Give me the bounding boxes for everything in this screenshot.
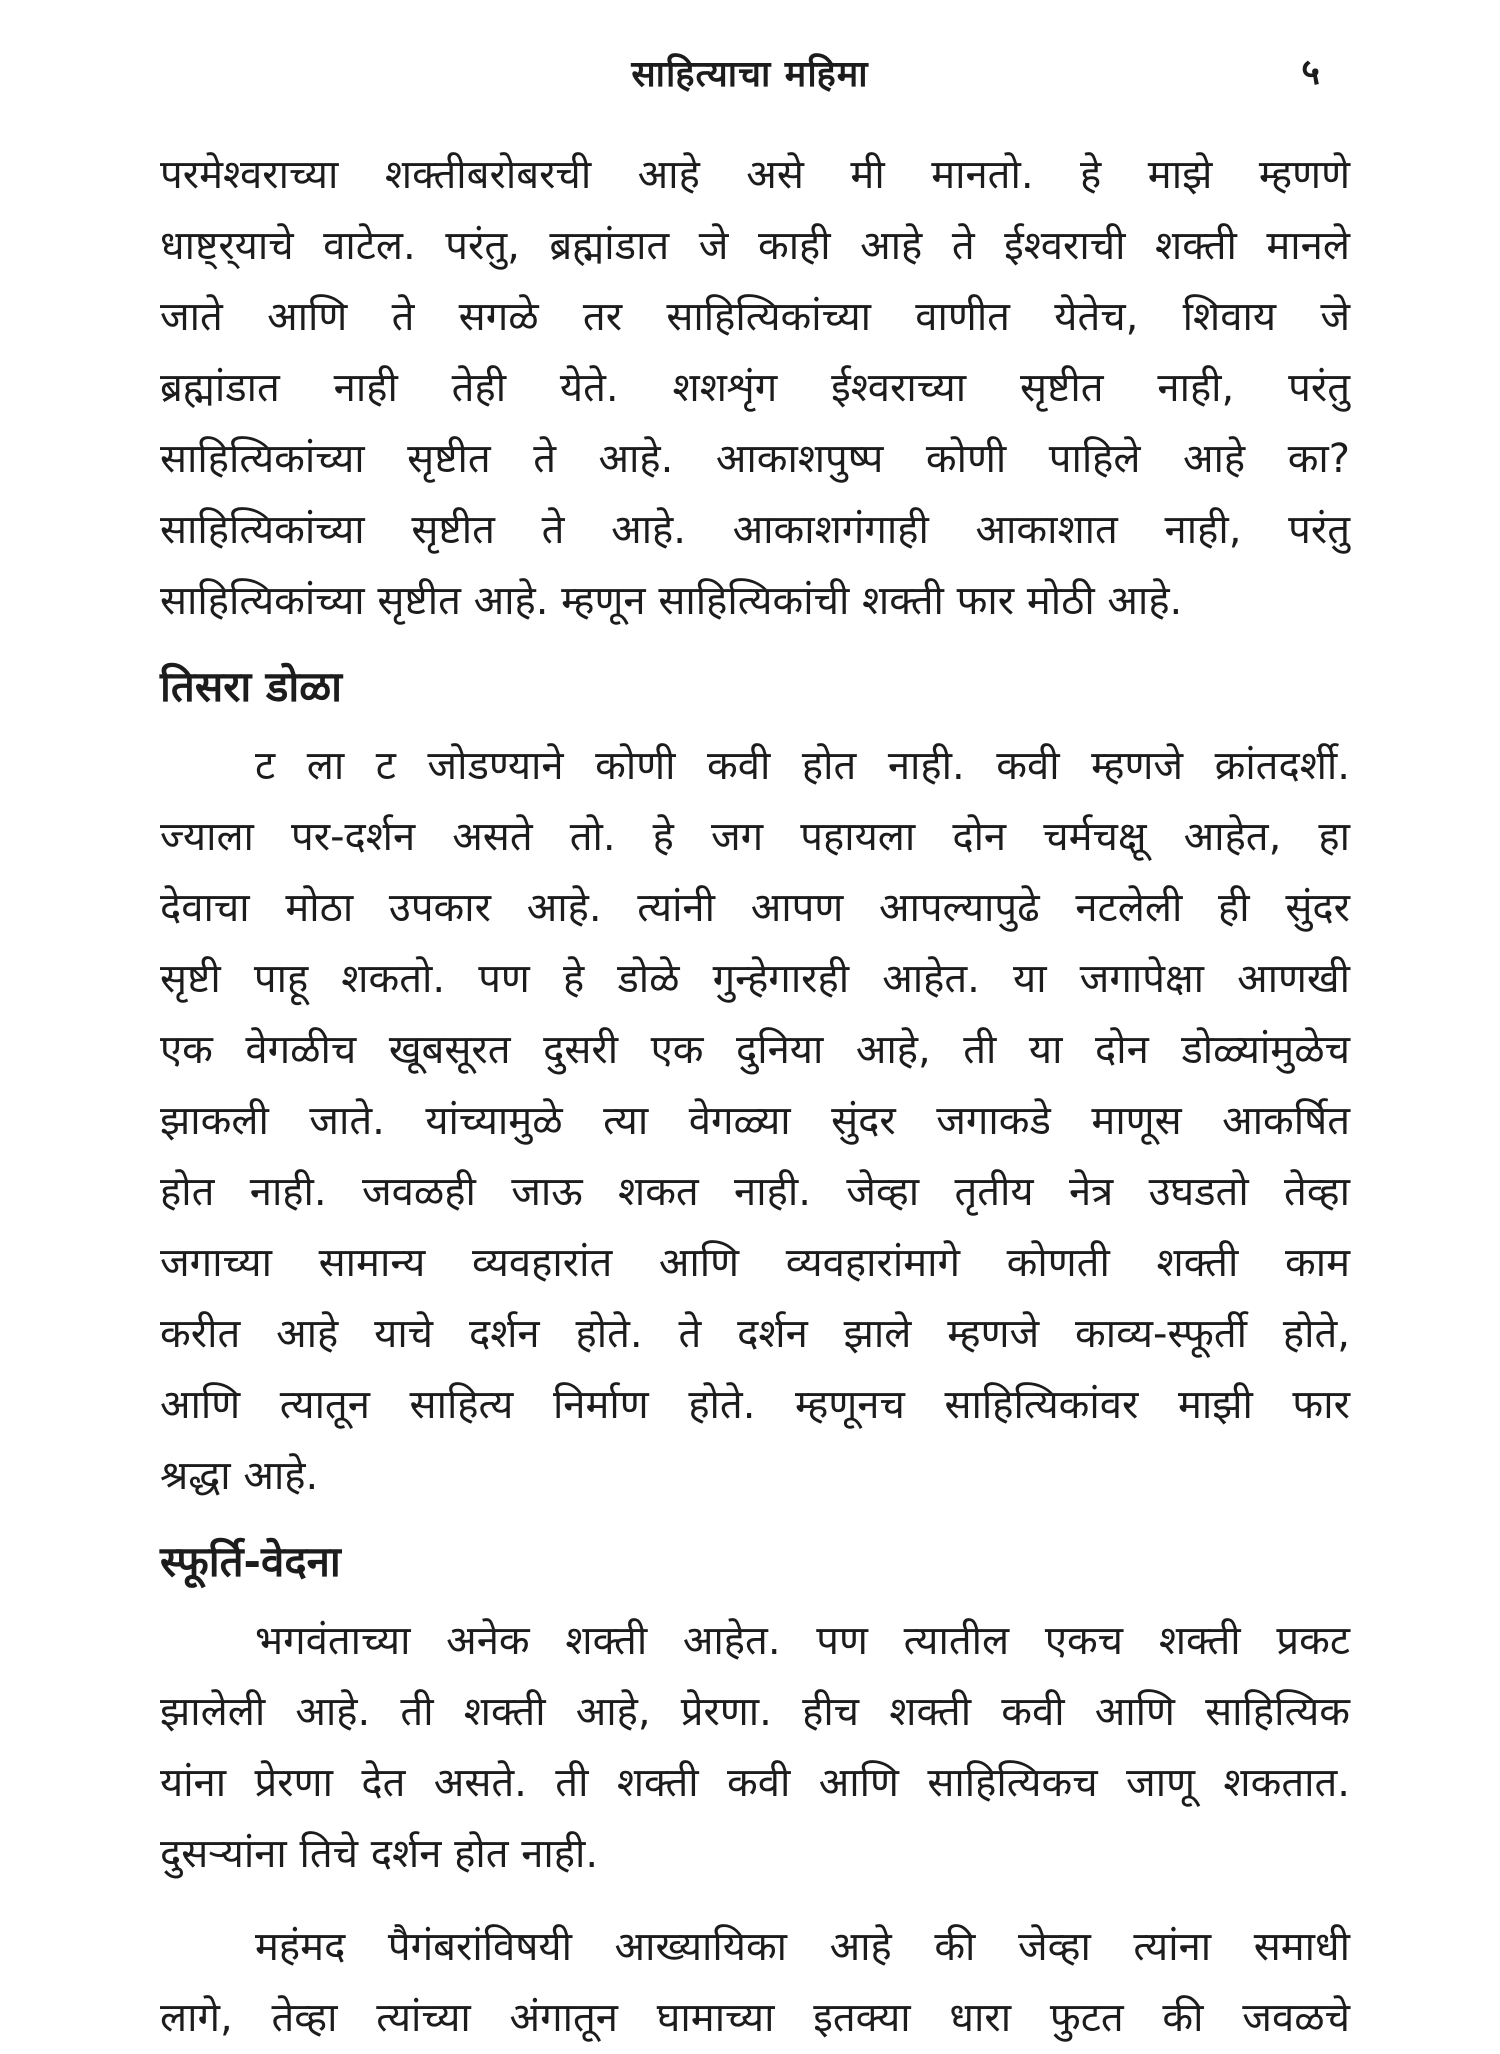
running-header xyxy=(0,40,1500,100)
text-line: होत नाही. जवळही जाऊ शकत नाही. जेव्हा तृतीय नेत्र उघडतो तेव्हा xyxy=(160,1169,1350,1215)
sphurti-vedana-paragraph-2 xyxy=(160,1912,1350,2054)
tisra-dola-paragraph xyxy=(160,731,1350,1512)
text-line: परमेश्वराच्या शक्तीबरोबरची आहे असे मी मानतो. हे माझे म्हणणे xyxy=(160,152,1350,198)
text-line: झाकली जाते. यांच्यामुळे त्या वेगळ्या सुंदर जगाकडे माणूस आकर्षित xyxy=(160,1098,1350,1144)
section-heading-sphurti-vedana: स्फूर्ति-वेदना xyxy=(160,1537,341,1586)
text-line: ब्रह्मांडात नाही तेही येते. शशशृंग ईश्वराच्या सृष्टीत नाही, परंतु xyxy=(160,365,1350,411)
text-line: लागे, तेव्हा त्यांच्या अंगातून घामाच्या इतक्या धारा फुटत की जवळचे xyxy=(160,1995,1350,2041)
page-number: ५ xyxy=(1301,52,1320,93)
sphurti-vedana-paragraph-1 xyxy=(160,1606,1350,1890)
text-line: साहित्यिकांच्या सृष्टीत आहे. म्हणून साहित्यिकांची शक्ती फार मोठी आहे. xyxy=(160,578,1183,624)
text-line: साहित्यिकांच्या सृष्टीत ते आहे. आकाशपुष्प कोणी पाहिले आहे का? xyxy=(160,436,1350,482)
text-line: महंमद पैगंबरांविषयी आख्यायिका आहे की जेव्हा त्यांना समाधी xyxy=(255,1924,1350,1970)
text-line: झालेली आहे. ती शक्ती आहे, प्रेरणा. हीच शक्ती कवी आणि साहित्यिक xyxy=(160,1689,1350,1735)
text-line: जगाच्या सामान्य व्यवहारांत आणि व्यवहारांमागे कोणती शक्ती काम xyxy=(160,1240,1350,1286)
text-line: ट ला ट जोडण्याने कोणी कवी होत नाही. कवी म्हणजे क्रांतदर्शी. xyxy=(255,743,1350,789)
text-line: जाते आणि ते सगळे तर साहित्यिकांच्या वाणीत येतेच, शिवाय जे xyxy=(160,294,1350,340)
text-line: ज्याला पर-दर्शन असते तो. हे जग पहायला दोन चर्मचक्षू आहेत, हा xyxy=(160,814,1350,860)
body-text xyxy=(160,140,1350,2054)
text-line: करीत आहे याचे दर्शन होते. ते दर्शन झाले म्हणजे काव्य-स्फूर्ती होते, xyxy=(160,1311,1350,1357)
section-heading-tisra-dola: तिसरा डोळा xyxy=(160,662,343,711)
text-line: यांना प्रेरणा देत असते. ती शक्ती कवी आणि साहित्यिकच जाणू शकतात. xyxy=(160,1760,1350,1806)
running-title: साहित्याचा महिमा xyxy=(631,54,869,95)
intro-paragraph xyxy=(160,140,1350,637)
text-line: देवाचा मोठा उपकार आहे. त्यांनी आपण आपल्यापुढे नटलेली ही सुंदर xyxy=(160,885,1350,931)
text-line: दुसऱ्यांना तिचे दर्शन होत नाही. xyxy=(160,1831,599,1877)
text-line: आणि त्यातून साहित्य निर्माण होते. म्हणूनच साहित्यिकांवर माझी फार xyxy=(160,1382,1350,1428)
text-line: श्रद्धा आहे. xyxy=(160,1453,319,1499)
paragraph-gap xyxy=(160,1890,1350,1912)
text-line: भगवंताच्या अनेक शक्ती आहेत. पण त्यातील एकच शक्ती प्रकट xyxy=(255,1618,1350,1664)
text-line: धाष्ट्‍र्याचे वाटेल. परंतु, ब्रह्मांडात जे काही आहे ते ईश्वराची शक्ती मानले xyxy=(160,223,1350,269)
text-line: एक वेगळीच खूबसूरत दुसरी एक दुनिया आहे, ती या दोन डोळ्यांमुळेच xyxy=(160,1027,1350,1073)
text-line: साहित्यिकांच्या सृष्टीत ते आहे. आकाशगंगाही आकाशात नाही, परंतु xyxy=(160,507,1350,553)
text-line: सृष्टी पाहू शकतो. पण हे डोळे गुन्हेगारही आहेत. या जगापेक्षा आणखी xyxy=(160,956,1350,1002)
